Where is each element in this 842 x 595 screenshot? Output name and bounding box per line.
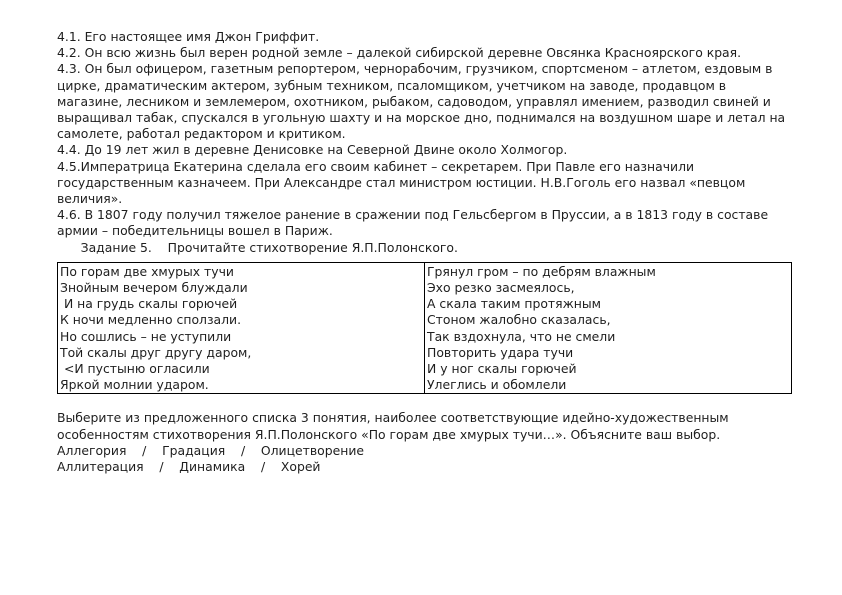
document-page (57, 29, 792, 475)
poem-line: И у ног скалы горючей (427, 361, 577, 377)
answer-4-6: 4.6. В 1807 году получил тяжелое ранение в сражении под Гельсбергом в Пруссии, а в 1813 году в составе армии – победительницы вошел в Париж. (57, 207, 773, 239)
poem-line: Стоном жалобно сказалась, (427, 312, 611, 328)
poem-line: Улеглись и обомлели (427, 377, 567, 393)
task-heading (57, 240, 792, 256)
poem-line: Эхо резко засмеялось, (427, 280, 575, 296)
answer-4-5: 4.5.Императрица Екатерина сделала его своим кабинет – секретарем. При Павле его назначили государственным казначеем. При Александре стал министром юстиции. Н.В.Гоголь его назвал «певцом величия». (57, 158, 750, 207)
poem-line: И на грудь скалы горючей (60, 296, 238, 312)
answer-4-4: 4.4. До 19 лет жил в деревне Денисовке на Северной Двине около Холмогор. (57, 142, 568, 158)
task-label: Задание 5. (80, 239, 152, 255)
question-text: Выберите из предложенного списка 3 понятия, наиболее соответствующие идейно-художественным особенностям стихотворения Я.П.Полонского «По горам две хмурых тучи…». Объясните ваш выбор. (57, 410, 733, 442)
poem-line: Яркой молнии ударом. (60, 377, 209, 393)
poem-line: <И пустыню огласили (60, 361, 210, 377)
answer-4-1: 4.1. Его настоящее имя Джон Гриффит. (57, 29, 320, 44)
poem-line: Грянул гром – по дебрям влажным (427, 263, 656, 279)
poem-column-right (425, 262, 792, 394)
poem-line: Так вздохнула, что не смели (427, 328, 616, 344)
poem-line: Повторить удара тучи (427, 344, 574, 360)
task-instruction: Прочитайте стихотворение Я.П.Полонского. (167, 239, 458, 255)
options-row-2: Аллитерация / Динамика / Хорей (57, 459, 321, 475)
poem-line: К ночи медленно сползали. (60, 312, 242, 328)
poem-line: По горам две хмурых тучи (60, 263, 234, 279)
poem-line: Знойным вечером блуждали (60, 280, 248, 296)
answer-4-3: 4.3. Он был офицером, газетным репортером, чернорабочим, грузчиком, спортсменом – атлетом, ездовым в цирке, драматическим актером, зубным техником, псаломщиком, учетчиком на заводе, продавцом в магазине, лесником и землемером, охотником, рыбаком, садоводом, управлял имением, разводил свиней и выращивал табак, спускался в угольную шахту и на морское дно, поднимался на воздушном шаре и летал на самолете, работал редактором и критиком. (57, 61, 790, 142)
poem-line: Той скалы друг другу даром, (60, 344, 252, 360)
poem-column-left (58, 262, 425, 394)
poem-line: А скала таким протяжным (427, 296, 602, 312)
poem-row (58, 262, 792, 394)
options-row-1: Аллегория / Градация / Олицетворение (57, 442, 365, 458)
poem-line: Но сошлись – не уступили (60, 328, 232, 344)
answer-4-2: 4.2. Он всю жизнь был верен родной земле – далекой сибирской деревне Овсянка Красноярского края. (57, 45, 742, 61)
poem-table (57, 262, 792, 395)
